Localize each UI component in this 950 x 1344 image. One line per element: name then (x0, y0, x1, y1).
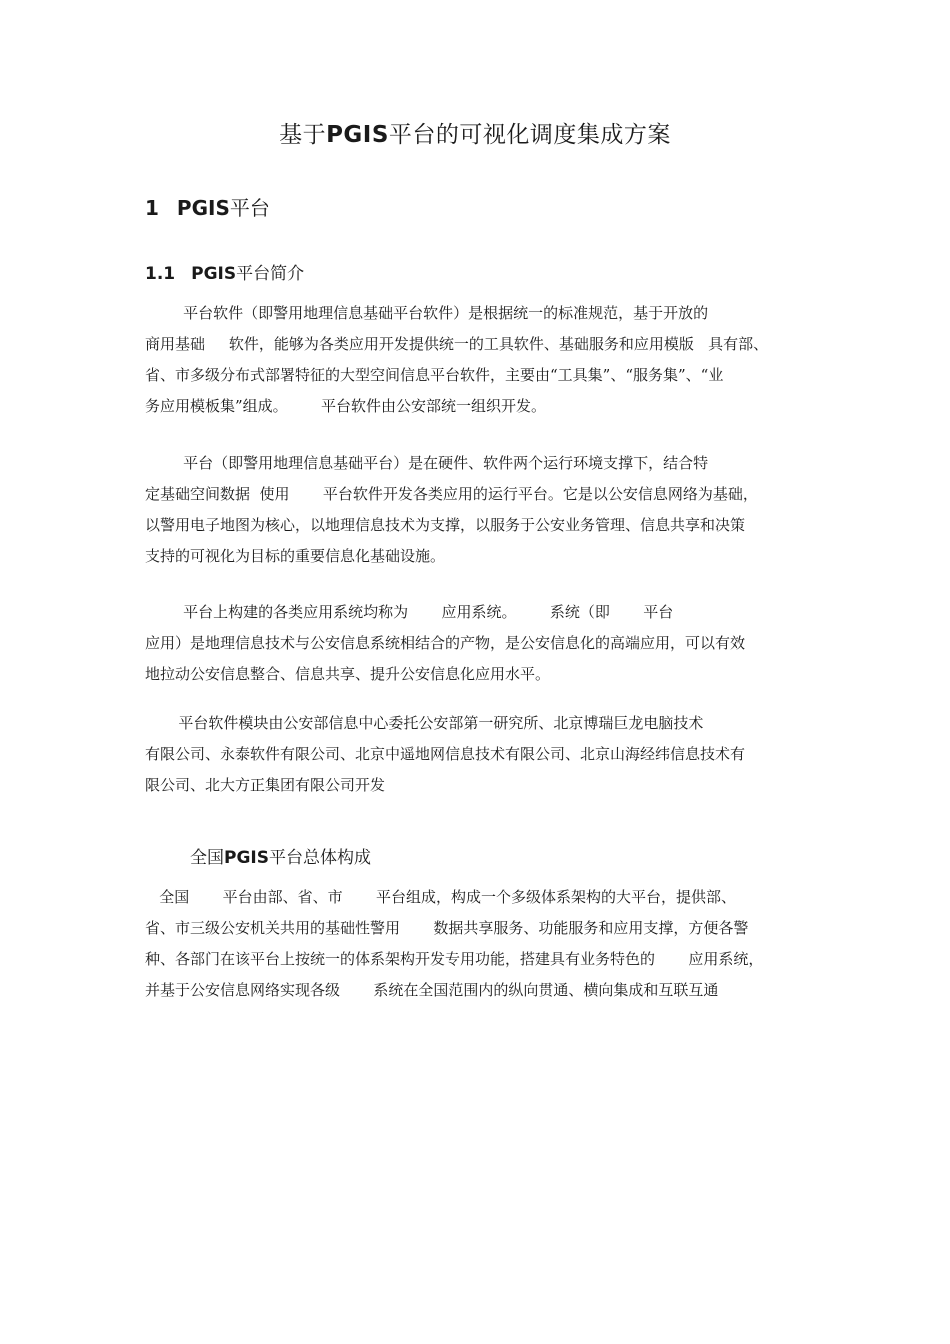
section-1-text: 平台 (229, 196, 270, 220)
paragraph-line: 商用基础 软件，能够为各类应用开发提供统一的工具软件、基础服务和应用模版 具有部、 (145, 335, 769, 353)
paragraph-line: 有限公司、永泰软件有限公司、北京中遥地网信息技术有限公司、北京山海经纬信息技术有 (145, 745, 746, 763)
paragraph-line: 务应用模板集”组成。 平台软件由公安部统一组织开发。 (145, 397, 547, 415)
title-prefix: 基于 (279, 122, 327, 148)
paragraph-line: 定基础空间数据 使用 平台软件开发各类应用的运行平台。它是以公安信息网络为基础， (145, 485, 758, 503)
national-heading-suffix: 平台总体构成 (268, 848, 371, 868)
title-latin: PGIS (326, 122, 389, 148)
national-heading-latin: PGIS (224, 848, 269, 868)
paragraph-line: 地拉动公安信息整合、信息共享、提升公安信息化应用水平。 (145, 665, 551, 683)
paragraph-line: 应用）是地理信息技术与公安信息系统相结合的产物，是公安信息化的高端应用，可以有效 (145, 634, 746, 652)
paragraph-line: 平台软件（即警用地理信息基础平台软件）是根据统一的标准规范，基于开放的 (145, 304, 709, 322)
paragraph-line: 种、各部门在该平台上按统一的体系架构开发专用功能，搭建具有业务特色的 应用系统， (145, 950, 764, 968)
document-title (0, 116, 950, 149)
national-pgis-heading (190, 843, 371, 868)
paragraph-line: 省、市三级公安机关共用的基础性警用 数据共享服务、功能服务和应用支撑，方便各警 (145, 919, 749, 937)
section-1-latin: PGIS (176, 196, 230, 220)
paragraph-1 (145, 298, 807, 422)
paragraph-line: 平台（即警用地理信息基础平台）是在硬件、软件两个运行环境支撑下，结合特 (145, 454, 709, 472)
paragraph-line: 限公司、北大方正集团有限公司开发 (145, 776, 386, 794)
title-suffix: 平台的可视化调度集成方案 (388, 122, 671, 148)
paragraph-line: 以警用电子地图为核心，以地理信息技术为支撑，以服务于公安业务管理、信息共享和决策 (145, 516, 746, 534)
paragraph-national (145, 882, 807, 1006)
paragraph-line: 平台上构建的各类应用系统均称为 应用系统。 系统（即 平台 (145, 603, 674, 621)
paragraph-3 (145, 597, 807, 690)
section-1-number: 1 (145, 196, 159, 220)
section-1-1-text: 平台简介 (236, 264, 305, 284)
paragraph-line: 省、市多级分布式部署特征的大型空间信息平台软件，主要由“工具集”、“服务集”、“业 (145, 366, 724, 384)
paragraph-line: 并基于公安信息网络实现各级 系统在全国范围内的纵向贯通、横向集成和互联互通 (145, 981, 719, 999)
paragraph-line: 支持的可视化为目标的重要信息化基础设施。 (145, 547, 446, 565)
national-heading-prefix: 全国 (190, 848, 224, 868)
section-1-heading (145, 192, 270, 221)
section-1-1-latin: PGIS (191, 264, 237, 284)
section-1-1-number: 1.1 (145, 264, 176, 284)
paragraph-4 (145, 708, 807, 801)
paragraph-line: 平台软件模块由公安部信息中心委托公安部第一研究所、北京博瑞巨龙电脑技术 (145, 714, 704, 732)
paragraph-2 (145, 448, 807, 572)
paragraph-line: 全国 平台由部、省、市 平台组成，构成一个多级体系架构的大平台，提供部、 (145, 888, 737, 906)
section-1-1-heading (145, 259, 304, 284)
